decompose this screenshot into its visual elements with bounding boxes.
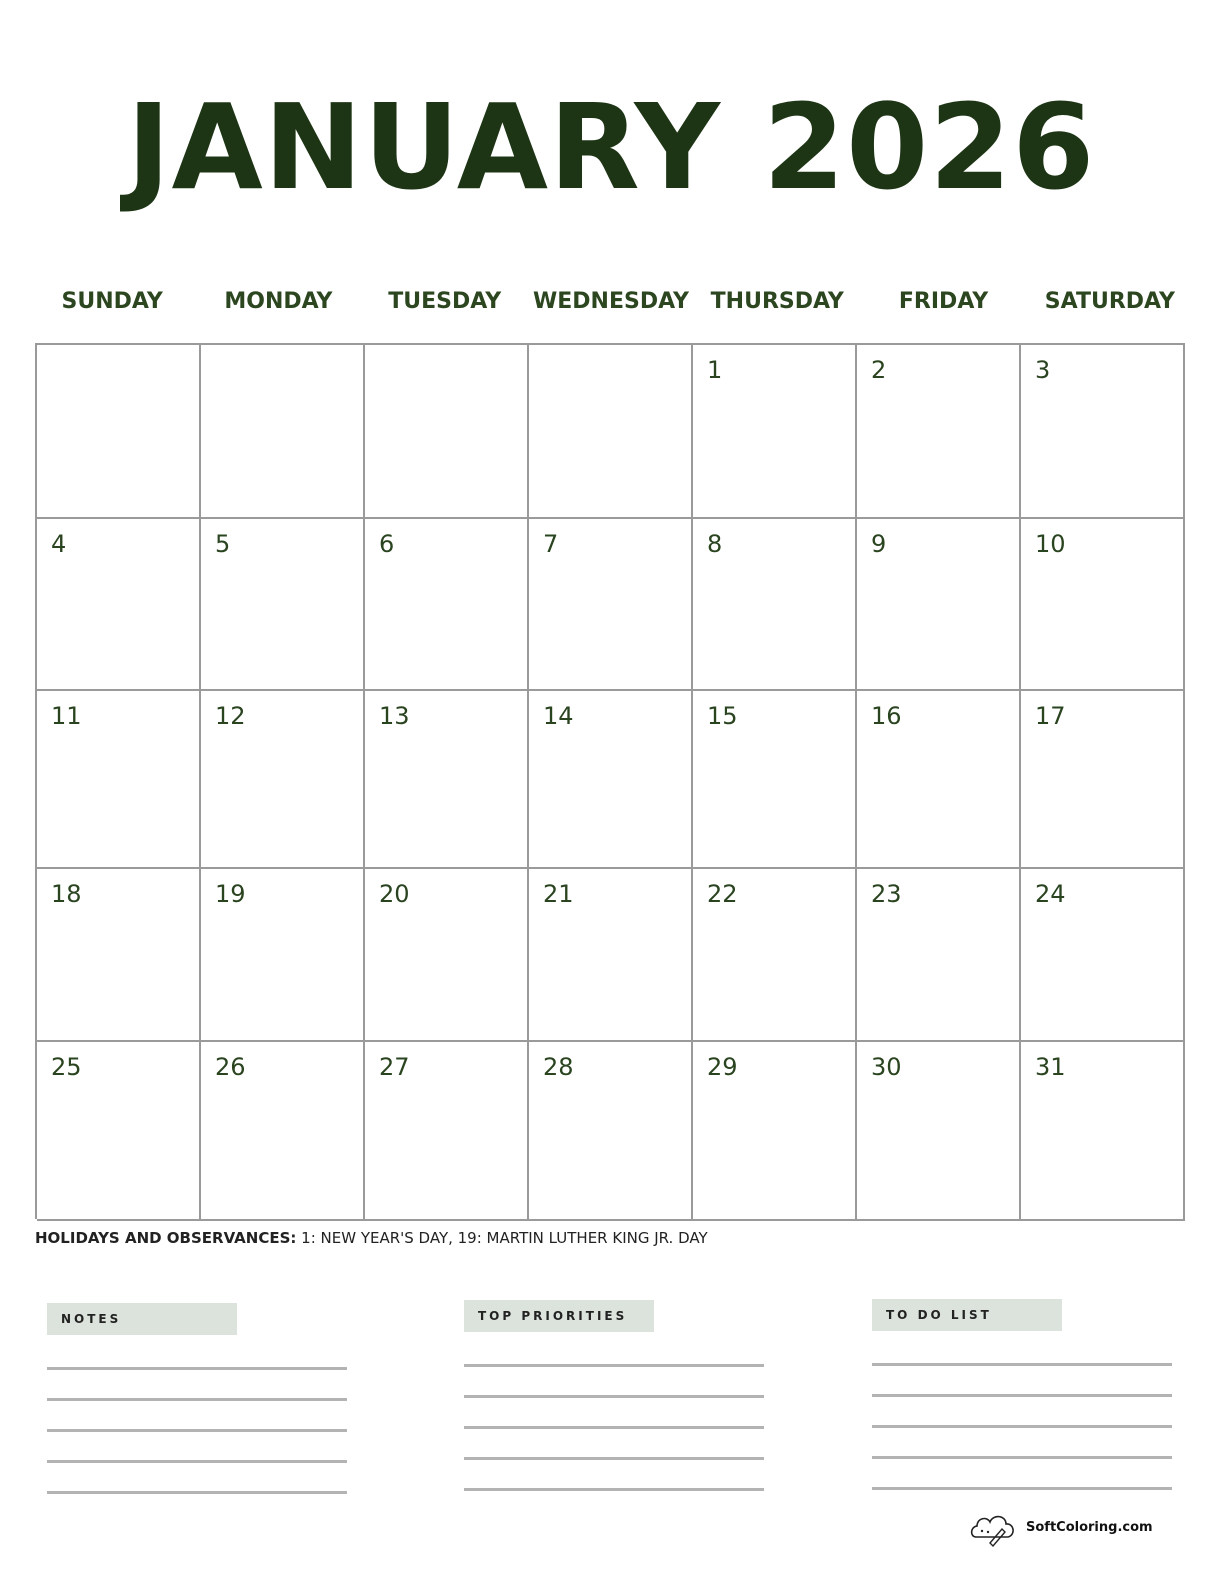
day-cell[interactable]	[857, 1042, 1021, 1221]
day-cell[interactable]	[201, 691, 365, 869]
writing-line[interactable]	[872, 1456, 1172, 1459]
writing-line[interactable]	[872, 1394, 1172, 1397]
to-do-list-panel	[872, 1299, 1174, 1518]
day-number: 2	[871, 356, 887, 384]
page-title: JANUARY 2026	[126, 78, 1096, 216]
weekday-friday: FRIDAY	[898, 289, 989, 314]
day-cell[interactable]	[693, 1042, 857, 1221]
day-cell[interactable]	[365, 345, 529, 519]
day-cell[interactable]	[529, 869, 693, 1042]
day-cell[interactable]	[1021, 519, 1185, 691]
writing-line[interactable]	[464, 1426, 764, 1429]
day-cell[interactable]	[201, 345, 365, 519]
writing-line[interactable]	[47, 1429, 347, 1432]
day-cell[interactable]	[201, 869, 365, 1042]
day-cell[interactable]	[37, 519, 201, 691]
day-cell[interactable]	[857, 519, 1021, 691]
weekday-sunday: SUNDAY	[61, 289, 163, 314]
top-priorities-header: TOP PRIORITIES	[464, 1300, 654, 1332]
day-cell[interactable]	[201, 519, 365, 691]
day-cell[interactable]	[37, 869, 201, 1042]
day-number: 20	[379, 880, 410, 908]
holidays-text: 1: NEW YEAR'S DAY, 19: MARTIN LUTHER KING JR. DAY	[296, 1229, 708, 1247]
writing-line[interactable]	[872, 1363, 1172, 1366]
writing-line[interactable]	[47, 1460, 347, 1463]
day-number: 12	[215, 702, 246, 730]
day-number: 3	[1035, 356, 1051, 384]
day-cell[interactable]	[857, 691, 1021, 869]
day-number: 26	[215, 1053, 246, 1081]
day-cell[interactable]	[37, 1042, 201, 1221]
notes-lines	[47, 1367, 349, 1494]
day-cell[interactable]	[1021, 1042, 1185, 1221]
weekday-wednesday: WEDNESDAY	[533, 289, 689, 314]
day-number: 18	[51, 880, 82, 908]
to-do-list-lines	[872, 1363, 1174, 1490]
day-number: 22	[707, 880, 738, 908]
day-number: 6	[379, 530, 395, 558]
writing-line[interactable]	[872, 1487, 1172, 1490]
writing-line[interactable]	[464, 1457, 764, 1460]
weekday-tuesday: TUESDAY	[388, 289, 502, 314]
day-cell[interactable]	[693, 869, 857, 1042]
day-number: 8	[707, 530, 723, 558]
brand-name: SoftColoring.com	[1026, 1519, 1153, 1535]
day-number: 31	[1035, 1053, 1066, 1081]
day-cell[interactable]	[1021, 345, 1185, 519]
day-number: 4	[51, 530, 67, 558]
day-number: 17	[1035, 702, 1066, 730]
day-cell[interactable]	[529, 1042, 693, 1221]
writing-line[interactable]	[872, 1425, 1172, 1428]
notes-panel	[47, 1303, 349, 1522]
day-cell[interactable]	[693, 345, 857, 519]
day-number: 24	[1035, 880, 1066, 908]
weekday-saturday: SATURDAY	[1044, 289, 1175, 314]
day-number: 15	[707, 702, 738, 730]
footer-logo[interactable]	[968, 1505, 1153, 1549]
day-number: 23	[871, 880, 902, 908]
day-number: 11	[51, 702, 82, 730]
day-number: 10	[1035, 530, 1066, 558]
to-do-list-header: TO DO LIST	[872, 1299, 1062, 1331]
day-cell[interactable]	[529, 519, 693, 691]
holidays-note	[35, 1226, 708, 1250]
day-cell[interactable]	[37, 691, 201, 869]
day-number: 5	[215, 530, 231, 558]
day-number: 9	[871, 530, 887, 558]
day-number: 30	[871, 1053, 902, 1081]
weekday-header-row	[29, 284, 1193, 320]
writing-line[interactable]	[464, 1488, 764, 1491]
cloud-pencil-icon	[968, 1505, 1020, 1549]
day-number: 13	[379, 702, 410, 730]
writing-line[interactable]	[464, 1364, 764, 1367]
day-number: 7	[543, 530, 559, 558]
holidays-label: HOLIDAYS AND OBSERVANCES:	[35, 1229, 297, 1247]
day-number: 29	[707, 1053, 738, 1081]
day-number: 19	[215, 880, 246, 908]
day-number: 25	[51, 1053, 82, 1081]
day-number: 1	[707, 356, 723, 384]
day-cell[interactable]	[857, 345, 1021, 519]
weekday-thursday: THURSDAY	[710, 289, 844, 314]
day-cell[interactable]	[365, 1042, 529, 1221]
day-cell[interactable]	[529, 691, 693, 869]
weekday-monday: MONDAY	[224, 289, 333, 314]
day-cell[interactable]	[529, 345, 693, 519]
day-cell[interactable]	[201, 1042, 365, 1221]
day-cell[interactable]	[693, 519, 857, 691]
day-number: 16	[871, 702, 902, 730]
writing-line[interactable]	[47, 1491, 347, 1494]
day-cell[interactable]	[857, 869, 1021, 1042]
top-priorities-panel	[464, 1300, 766, 1519]
day-number: 28	[543, 1053, 574, 1081]
writing-line[interactable]	[47, 1398, 347, 1401]
day-cell[interactable]	[693, 691, 857, 869]
writing-line[interactable]	[47, 1367, 347, 1370]
day-cell[interactable]	[1021, 869, 1185, 1042]
day-cell[interactable]	[365, 691, 529, 869]
writing-line[interactable]	[464, 1395, 764, 1398]
day-number: 14	[543, 702, 574, 730]
notes-header: NOTES	[47, 1303, 237, 1335]
top-priorities-lines	[464, 1364, 766, 1491]
day-cell[interactable]	[37, 345, 201, 519]
day-cell[interactable]	[365, 519, 529, 691]
day-cell[interactable]	[365, 869, 529, 1042]
day-cell[interactable]	[1021, 691, 1185, 869]
day-number: 27	[379, 1053, 410, 1081]
calendar-grid	[35, 343, 1185, 1219]
day-number: 21	[543, 880, 574, 908]
